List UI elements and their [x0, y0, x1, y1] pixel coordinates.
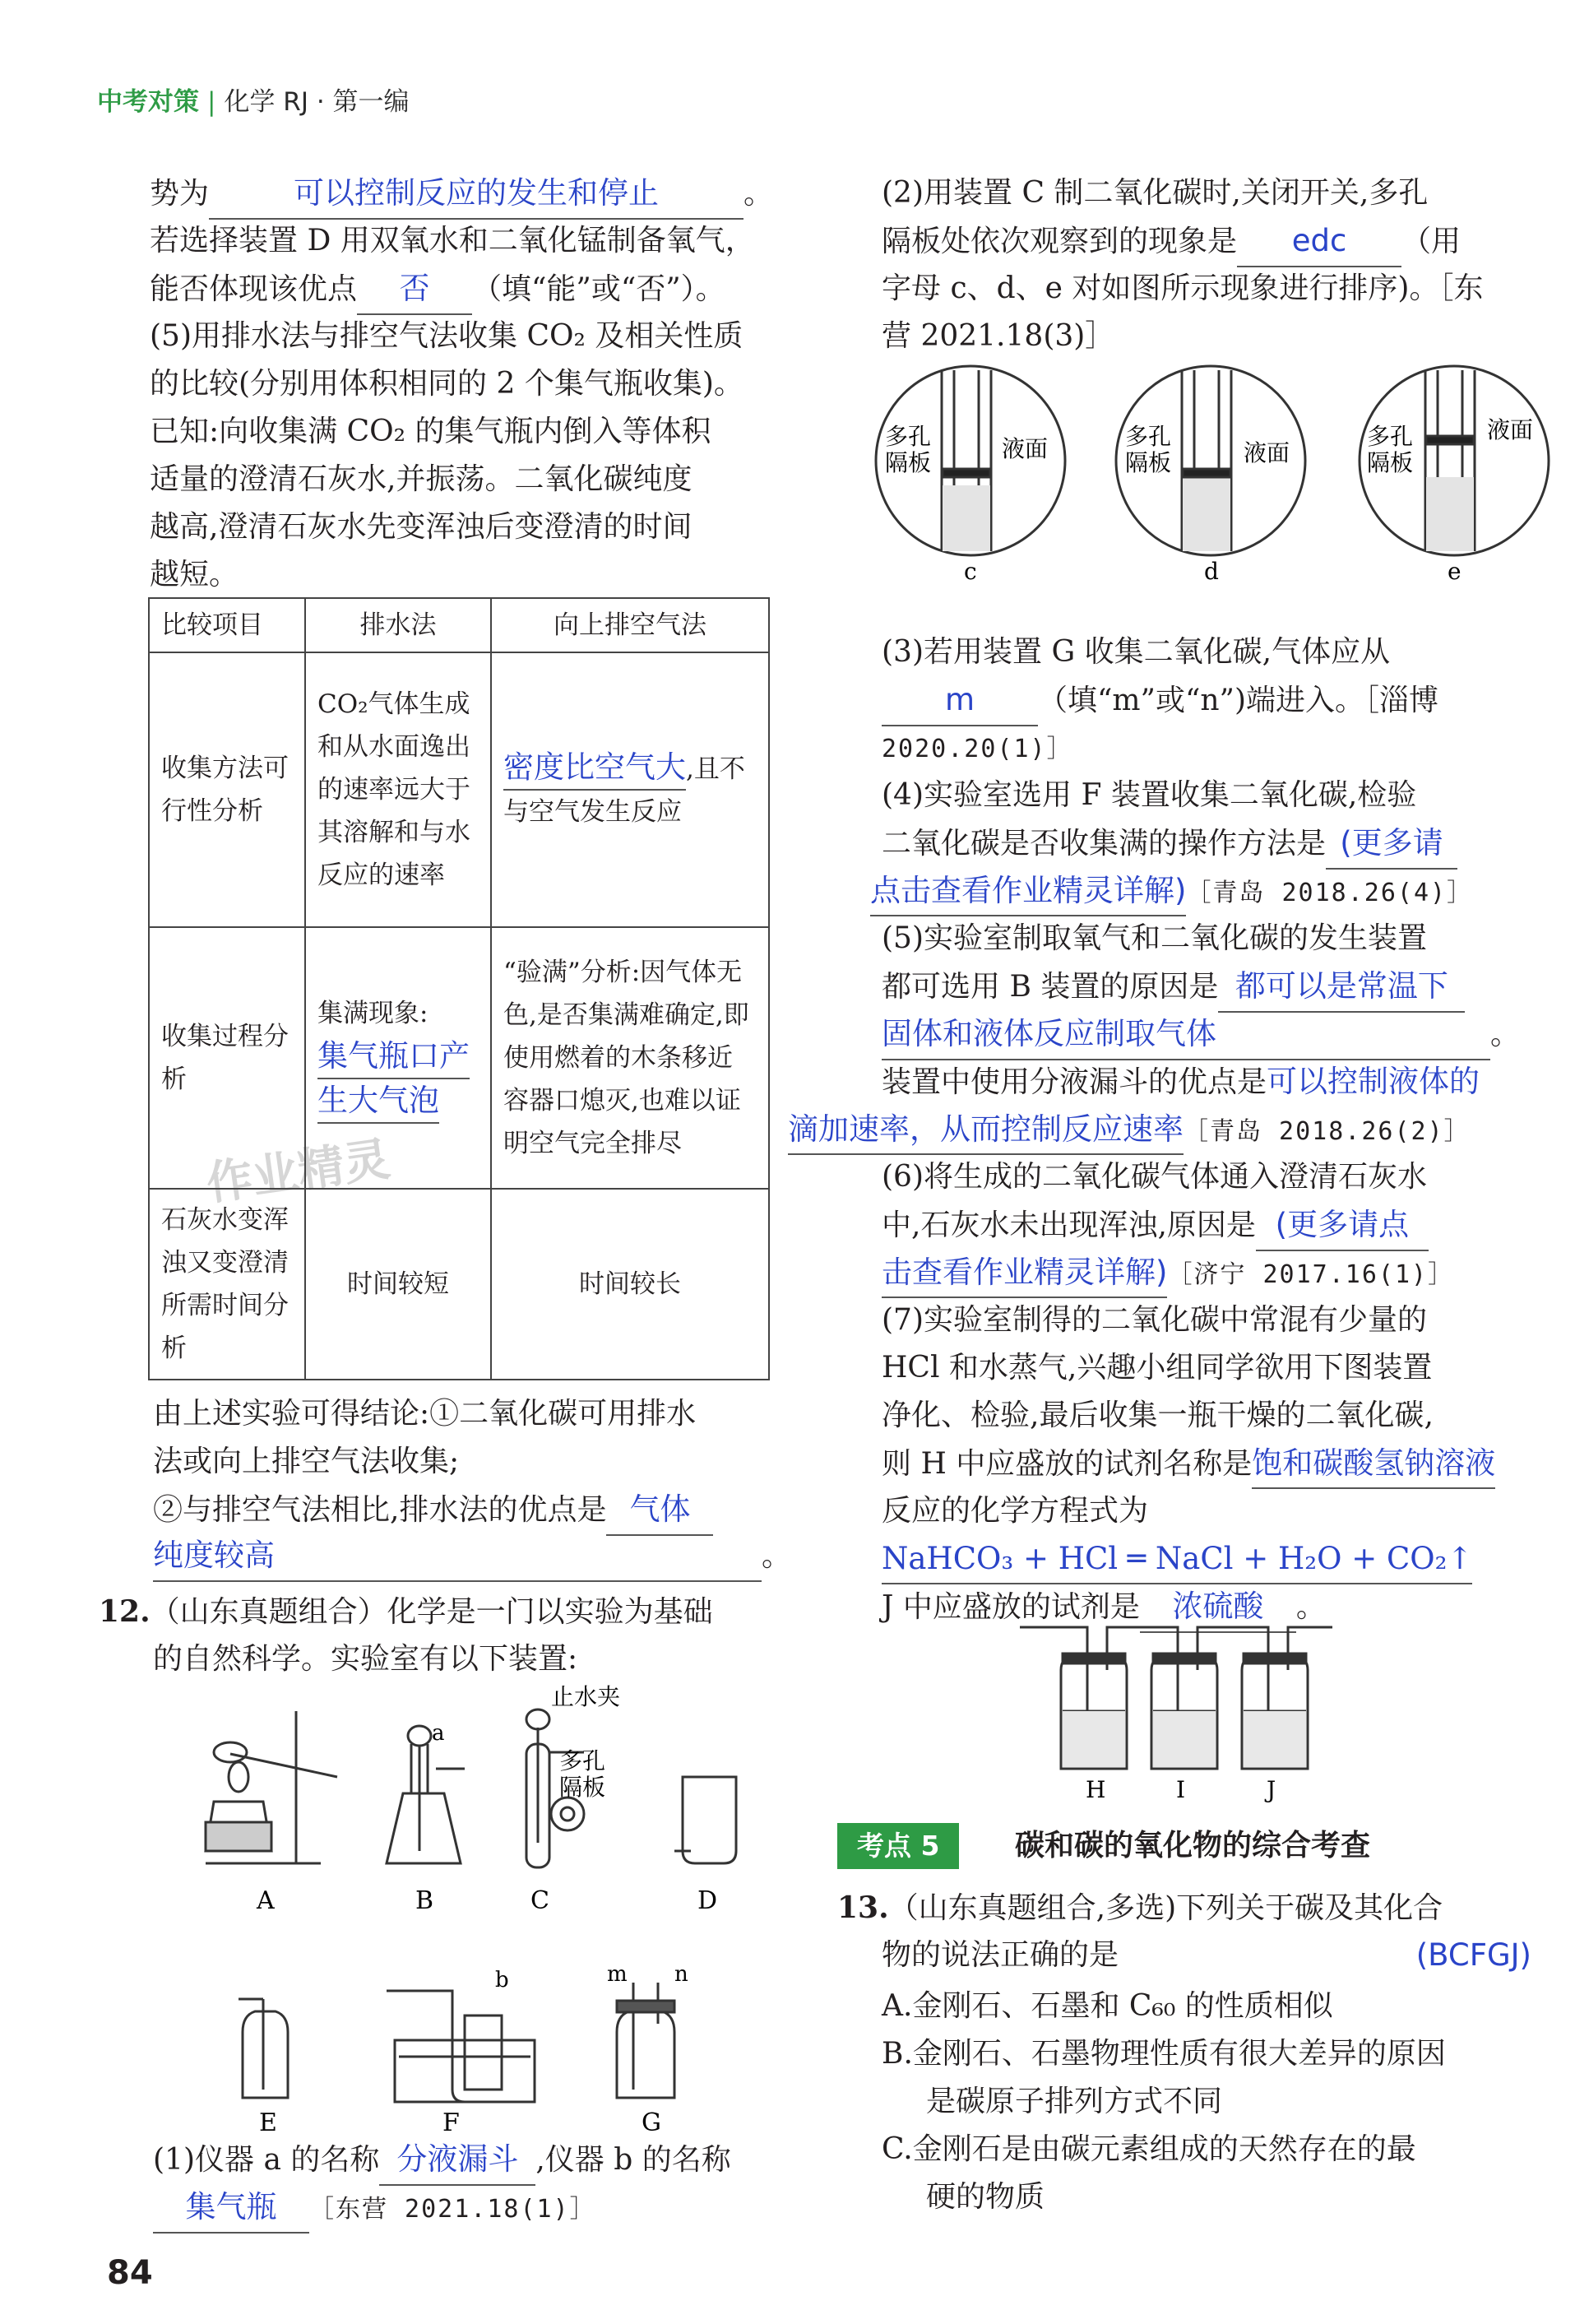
q7-line-6: [882, 1535, 1472, 1584]
circle-c-liquid: 液面: [1002, 435, 1049, 462]
answer-reagent-j: 浓硫酸: [1172, 1589, 1264, 1624]
circle-label-c: c: [964, 558, 977, 585]
answer-gas-inlet: m: [944, 682, 975, 717]
q2-line-3: 字母 c、d、e 对如图所示现象进行排序)。［东: [882, 271, 1484, 305]
option-b-1: B.金刚石、石墨物理性质有很大差异的原因: [882, 2037, 1446, 2071]
answer-full-check-2: 点击查看作业精灵详解): [870, 867, 1186, 916]
option-b-2: 是碳原子排列方式不同: [926, 2085, 1223, 2118]
table-cell: “验满”分析:因气体无色,是否集满难确定,即使用燃着的木条移近容器口熄灭,也难以证明空气完全排尽: [491, 927, 769, 1189]
answer-funnel-2: 滴加速率，从而控制反应速率: [788, 1106, 1184, 1155]
q6-line-2: 中,石灰水未出现浑浊,原因是 (更多请点: [882, 1201, 1429, 1251]
left-line-7: 适量的澄清石灰水,并振荡。二氧化碳纯度: [150, 462, 693, 496]
q13-line-1: 13.（山东真题组合,多选)下列关于碳及其化合: [837, 1890, 1443, 1925]
porous-plate-figure: [864, 362, 1571, 592]
circle-d-liquid: 液面: [1244, 439, 1290, 466]
q5-line-2: 都可选用 B 装置的原因是 都可以是常温下: [882, 963, 1465, 1013]
apparatus-a: [206, 1711, 337, 1863]
q5-line-1: (5)实验室制取氧气和二氧化碳的发生装置: [882, 921, 1427, 955]
q5-line-4: 装置中使用分液漏斗的优点是可以控制液体的: [882, 1064, 1480, 1099]
table-cell: 集满现象: 集气瓶口产 生大气泡: [305, 927, 491, 1189]
label-f: F: [442, 2108, 460, 2137]
table-cell: 收集方法可行性分析: [149, 652, 305, 927]
circle-e-liquid: 液面: [1487, 416, 1534, 443]
circle-e-porous2: 隔板: [1367, 449, 1414, 476]
bottles-figure: [1003, 1621, 1431, 1810]
bottle-label-j: J: [1267, 1776, 1276, 1803]
label-b-small: b: [495, 1968, 509, 1992]
q13-line-2: 物的说法正确的是 (BCFGJ): [882, 1932, 1523, 1979]
q2-line-2: 隔板处依次观察到的现象是 edc （用: [882, 217, 1461, 267]
q3-line-1: (3)若用装置 G 收集二氧化碳,气体应从: [882, 635, 1391, 669]
topic-title: 碳和碳的氧化物的综合考查: [1015, 1829, 1371, 1862]
label-b: B: [415, 1886, 434, 1915]
q4-line-3: 点击查看作业精灵详解)［青岛 2018.26(4)］: [870, 867, 1473, 917]
q2-line-4: 营 2021.18(3)］: [882, 319, 1115, 353]
q3-line-2: m （填“m”或“n”)端进入。［淄博: [882, 676, 1438, 726]
q4-line-1: (4)实验室选用 F 装置收集二氧化碳,检验: [882, 778, 1417, 812]
left-line-9: 越短。: [150, 558, 239, 591]
bottle-j: [1242, 1627, 1332, 1769]
answer-density: 密度比空气大: [503, 746, 686, 791]
q7-line-4: 则 H 中应盛放的试剂名称是饱和碳酸氢钠溶液: [882, 1440, 1495, 1489]
q7-line-2: HCl 和水蒸气,兴趣小组同学欲用下图装置: [882, 1351, 1433, 1385]
answer-advantage: 可以控制反应的发生和停止: [294, 175, 660, 211]
answer-limewater-1: (更多请点: [1275, 1207, 1410, 1242]
header-separator: |: [207, 87, 216, 117]
left-conclusion-1: 由上述实验可得结论:①二氧化碳可用排水: [153, 1397, 697, 1431]
left-line-3: 能否体现该优点 否 （填“能”或“否”）。: [150, 265, 725, 315]
answer-equation: NaHCO₃ + HCl ═ NaCl + H₂O + CO₂↑: [882, 1535, 1472, 1584]
answer-full-sign-2: 生大气泡: [317, 1079, 439, 1124]
answer-advantage-2b: 纯度较高: [153, 1538, 275, 1573]
label-stop-clamp: 止水夹: [551, 1683, 621, 1710]
apparatus-b: [387, 1726, 465, 1863]
q5-line-3: 固体和液体反应制取气体 。: [882, 1010, 1520, 1060]
left-conclusion-2: 法或向上排空气法收集;: [153, 1445, 460, 1478]
q7-line-1: (7)实验室制得的二氧化碳中常混有少量的: [882, 1303, 1427, 1337]
circle-label-d: d: [1204, 558, 1219, 585]
q5-line-5: 滴加速率，从而控制反应速率［青岛 2018.26(2)］: [788, 1106, 1471, 1156]
answer-instrument-b: 集气瓶: [185, 2189, 277, 2224]
answer-reagent-h: 饱和碳酸氢钠溶液: [1252, 1440, 1495, 1489]
answer-funnel-1: 可以控制液体的: [1267, 1064, 1480, 1099]
page-header: [97, 81, 410, 118]
q7-line-7: J 中应盛放的试剂是 浓硫酸 。: [882, 1583, 1326, 1633]
label-d: D: [697, 1886, 718, 1915]
answer-instrument-a: 分液漏斗: [396, 2141, 519, 2177]
apparatus-d: [674, 1777, 736, 1863]
topic-badge: 考点 5: [837, 1823, 959, 1869]
q12-line-1: 12.（山东真题组合）化学是一门以实验为基础: [99, 1594, 713, 1629]
left-conclusion-3: ②与排空气法相比,排水法的优点是 气体: [153, 1486, 713, 1536]
answer-full-sign-1: 集气瓶口产: [317, 1035, 470, 1079]
q4-line-2: 二氧化碳是否收集满的操作方法是 (更多请: [882, 819, 1457, 870]
bottle-label-i: I: [1176, 1776, 1186, 1803]
apparatus-e: [239, 1999, 288, 2098]
q7-line-5: 反应的化学方程式为: [882, 1494, 1149, 1528]
answer-can-or-not: 否: [399, 271, 430, 306]
left-line-5: 的比较(分别用体积相同的 2 个集气瓶收集)。: [150, 367, 743, 401]
option-c-2: 硬的物质: [926, 2180, 1045, 2214]
label-a: A: [257, 1886, 275, 1915]
q1-line-1: (1)仪器 a 的名称 分液漏斗 ,仪器 b 的名称: [153, 2136, 731, 2186]
bottle-label-h: H: [1086, 1776, 1106, 1803]
circle-d-porous2: 隔板: [1125, 449, 1172, 476]
left-line-8: 越高,澄清石灰水先变浑浊后变澄清的时间: [150, 510, 693, 544]
table-cell: 收集过程分析: [149, 927, 305, 1189]
q6-line-1: (6)将生成的二氧化碳气体通入澄清石灰水: [882, 1160, 1427, 1194]
q2-line-1: (2)用装置 C 制二氧化碳时,关闭开关,多孔: [882, 176, 1429, 210]
header-subject: 化学 RJ · 第一编: [224, 87, 410, 117]
answer-full-check-1: (更多请: [1340, 825, 1443, 860]
circle-c-porous2: 隔板: [885, 449, 932, 476]
option-c-1: C.金刚石是由碳元素组成的天然存在的最: [882, 2132, 1416, 2166]
comparison-table: [148, 597, 770, 1380]
answer-sequence: edc: [1291, 223, 1347, 258]
label-c: C: [530, 1886, 549, 1915]
bottle-i: [1151, 1645, 1217, 1769]
q12-line-2: 的自然科学。实验室有以下装置:: [153, 1642, 578, 1676]
answer-q13: (BCFGJ): [1415, 1937, 1531, 1973]
left-line-1: 势为 可以控制反应的发生和停止 。: [150, 169, 773, 220]
left-line-4: (5)用排水法与排空气法收集 CO₂ 及相关性质: [150, 319, 743, 353]
q7-line-3: 净化、检验,最后收集一瓶干燥的二氧化碳,: [882, 1399, 1434, 1432]
table-header: 排水法: [305, 598, 491, 652]
label-a-small: a: [432, 1721, 445, 1746]
watermark: 作业精灵: [203, 1132, 394, 1212]
table-cell: 时间较长: [491, 1189, 769, 1380]
table-cell: 时间较短: [305, 1189, 491, 1380]
circle-label-e: e: [1448, 558, 1462, 585]
left-line-2: 若选择装置 D 用双氧水和二氧化锰制备氧气，: [150, 224, 755, 257]
label-n-small: n: [674, 1962, 688, 1987]
answer-reason-1: 都可以是常温下: [1235, 968, 1448, 1004]
left-line-6: 已知:向收集满 CO₂ 的集气瓶内倒入等体积: [150, 415, 711, 448]
apparatus-figure: [181, 1678, 806, 2139]
table-cell: 石灰水变浑浊又变澄清所需时间分析: [149, 1189, 305, 1380]
page-number: 84: [107, 2254, 153, 2292]
table-cell: 密度比空气大,且不与空气发生反应: [491, 652, 769, 927]
label-g: G: [642, 2108, 661, 2137]
circle-e-porous1: 多孔: [1367, 423, 1414, 450]
label-m-small: m: [607, 1962, 628, 1987]
q1-line-2: 集气瓶 ［东营 2021.18(1)］: [153, 2183, 596, 2234]
table-cell: CO₂气体生成和从水面逸出的速率远大于其溶解和与水反应的速率: [305, 652, 491, 927]
apparatus-f: [387, 1991, 535, 2102]
left-conclusion-4: 纯度较高 。: [153, 1532, 791, 1582]
answer-limewater-2: 击查看作业精灵详解): [882, 1249, 1167, 1298]
q3-line-3: 2020.20(1)］: [882, 735, 1073, 763]
bottle-h: [1061, 1645, 1127, 1769]
label-porous-1: 多孔: [559, 1747, 606, 1774]
header-brand: 中考对策: [97, 87, 199, 117]
apparatus-g: [617, 1983, 674, 2098]
table-header: 向上排空气法: [491, 598, 769, 652]
table-header: 比较项目: [149, 598, 305, 652]
answer-reason-2: 固体和液体反应制取气体: [882, 1016, 1216, 1051]
label-e: E: [259, 2108, 277, 2137]
option-a: A.金刚石、石墨和 C₆₀ 的性质相似: [882, 1989, 1333, 2023]
circle-c-porous1: 多孔: [885, 423, 932, 450]
q6-line-3: 击查看作业精灵详解)［济宁 2017.16(1)］: [882, 1249, 1454, 1299]
answer-advantage-2a: 气体: [629, 1491, 691, 1527]
circle-d-porous1: 多孔: [1125, 423, 1172, 450]
label-porous-2: 隔板: [559, 1774, 606, 1801]
